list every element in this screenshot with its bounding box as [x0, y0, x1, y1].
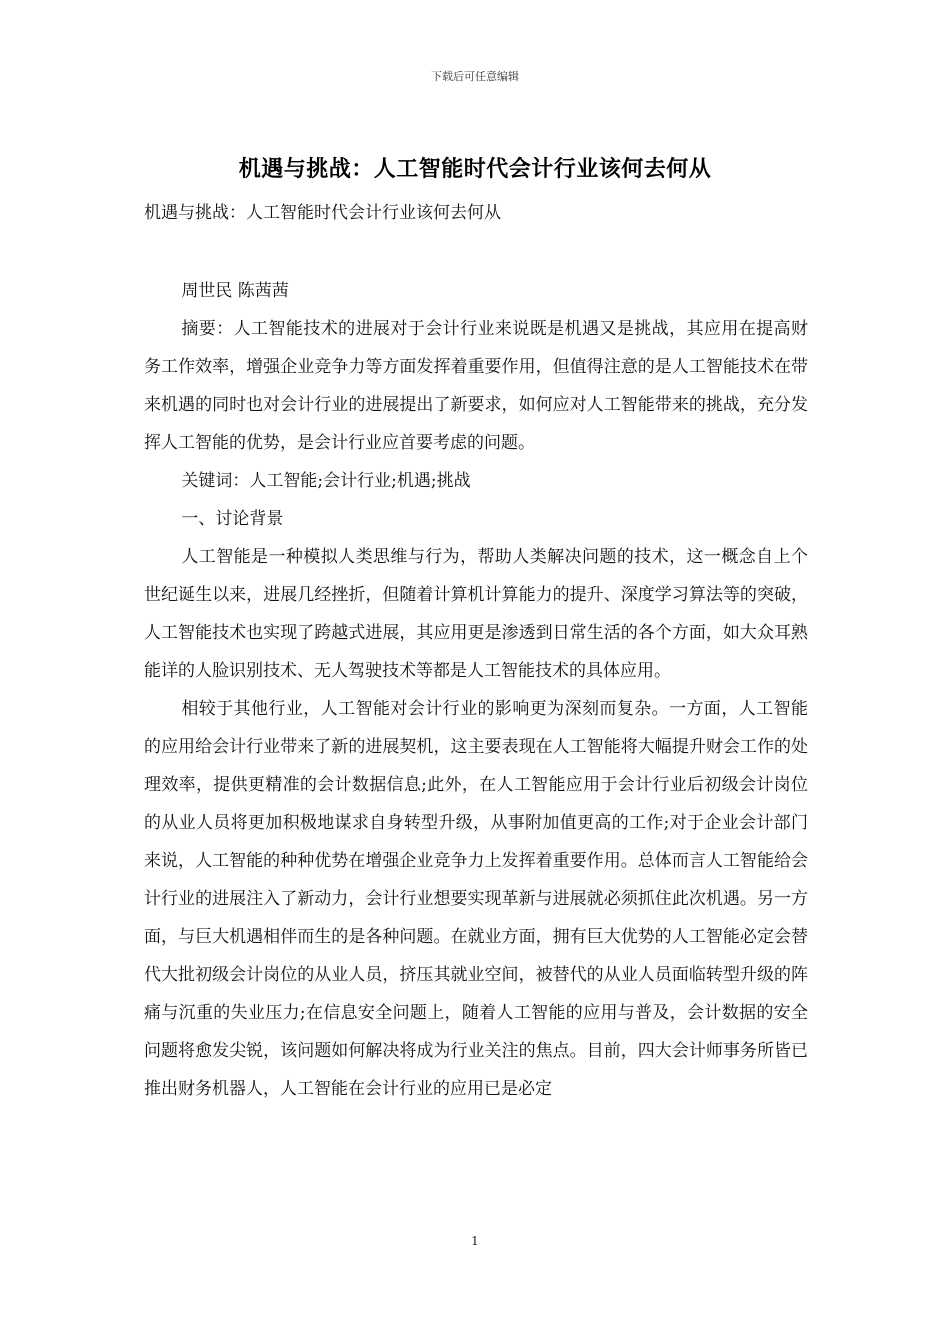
- keywords-line: 关键词：人工智能;会计行业;机遇;挑战: [181, 471, 471, 491]
- header-note: 下载后可任意编辑: [431, 70, 519, 83]
- page-number: 1: [471, 1234, 479, 1248]
- document-body: [144, 272, 808, 1108]
- document-title: 机遇与挑战：人工智能时代会计行业该何去何从: [238, 156, 712, 182]
- authors-line: 周世民 陈茜茜: [181, 281, 289, 301]
- document-subtitle: 机遇与挑战：人工智能时代会计行业该何去何从: [144, 203, 501, 223]
- body-paragraph: 人工智能是一种模拟人类思维与行为，帮助人类解决问题的技术，这一概念自上个世纪诞生以来，进展几经挫折，但随着计算机计算能力的提升、深度学习算法等的突破，人工智能技术也实现了跨越式进展，其应用更是渗透到日常生活的各个方面，如大众耳熟能详的人脸识别技术、无人驾驶技术等都是人工智能技术的具体应用。: [144, 547, 808, 681]
- abstract-paragraph: 摘要：人工智能技术的进展对于会计行业来说既是机遇又是挑战，其应用在提高财务工作效率，增强企业竞争力等方面发挥着重要作用，但值得注意的是人工智能技术在带来机遇的同时也对会计行业的进展提出了新要求，如何应对人工智能带来的挑战，充分发挥人工智能的优势，是会计行业应首要考虑的问题。: [144, 319, 808, 453]
- section-heading: 一、讨论背景: [181, 509, 284, 529]
- body-paragraph: 相较于其他行业，人工智能对会计行业的影响更为深刻而复杂。一方面，人工智能的应用给会计行业带来了新的进展契机，这主要表现在人工智能将大幅提升财会工作的处理效率，提供更精准的会计数据信息;此外，在人工智能应用于会计行业后初级会计岗位的从业人员将更加积极地谋求自身转型升级，从事附加值更高的工作;对于企业会计部门来说，人工智能的种种优势在增强企业竞争力上发挥着重要作用。总体而言人工智能给会计行业的进展注入了新动力，会计行业想要实现革新与进展就必须抓住此次机遇。另一方面，与巨大机遇相伴而生的是各种问题。在就业方面，拥有巨大优势的人工智能必定会替代大批初级会计岗位的从业人员，挤压其就业空间，被替代的从业人员面临转型升级的阵痛与沉重的失业压力;在信息安全问题上，随着人工智能的应用与普及，会计数据的安全问题将愈发尖锐，该问题如何解决将成为行业关注的焦点。目前，四大会计师事务所皆已推出财务机器人，人工智能在会计行业的应用已是必定: [144, 699, 808, 1099]
